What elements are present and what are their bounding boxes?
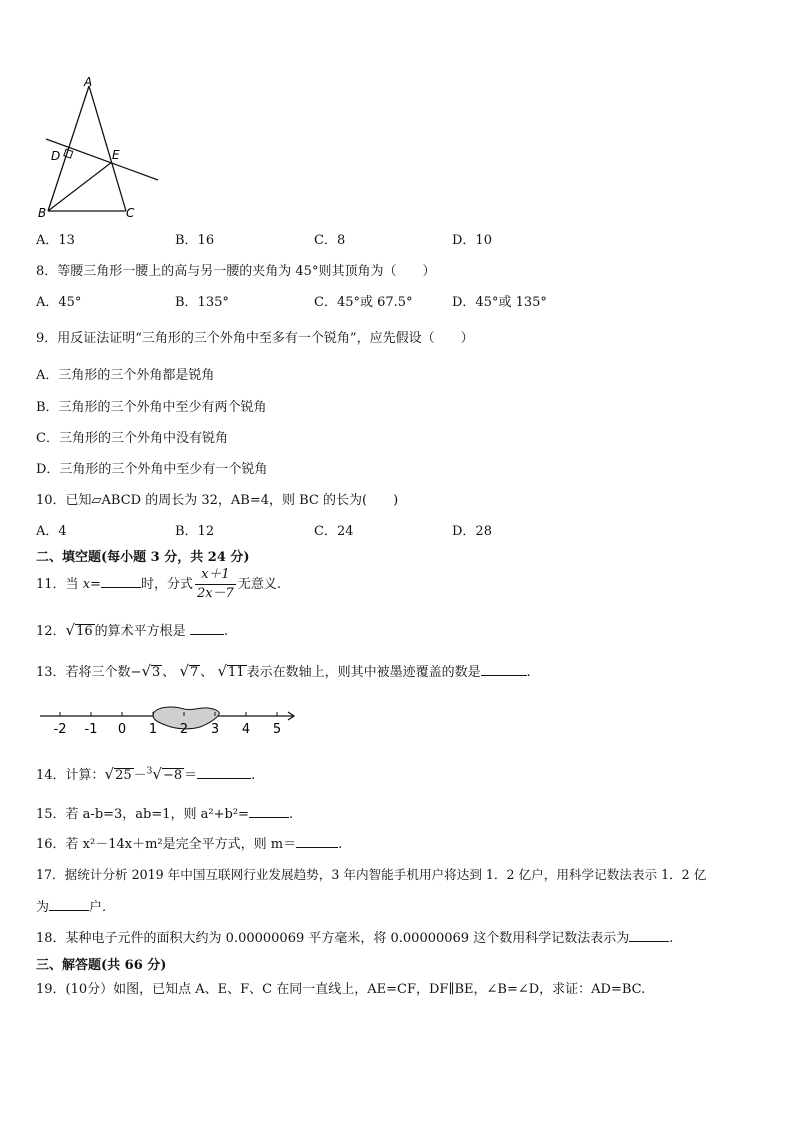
q15-answer-blank[interactable] xyxy=(249,805,289,818)
q14 xyxy=(36,764,255,783)
sqrt-icon: √ xyxy=(65,621,76,639)
tick-label: 2 xyxy=(179,722,189,737)
section-3-heading: 三、解答题(共 66 分) xyxy=(36,958,167,973)
q8-option-c[interactable]: C．45°或 67.5° xyxy=(314,295,413,310)
number-line xyxy=(36,700,306,740)
cbrt-icon: √ xyxy=(152,765,162,783)
q9-option-c[interactable]: C．三角形的三个外角中没有锐角 xyxy=(36,431,228,446)
q11 xyxy=(36,566,281,604)
q13-prefix: 13．若将三个数 xyxy=(36,665,131,680)
q16-text: 16．若 x²－14x＋m²是完全平方式，则 m＝ xyxy=(36,837,297,852)
label-d: D xyxy=(51,149,61,163)
q8-option-a[interactable]: A．45° xyxy=(36,295,82,310)
tick-label: 4 xyxy=(241,722,251,737)
q9-stem: 9．用反证法证明“三角形的三个外角中至多有一个锐角”，应先假设（ ） xyxy=(36,331,474,346)
q18-answer-blank[interactable] xyxy=(629,929,669,942)
q10-option-b[interactable]: B．12 xyxy=(175,524,215,539)
q14-end: . xyxy=(251,768,256,783)
segment-be xyxy=(48,162,112,211)
q13-text: 表示在数轴上，则其中被墨迹覆盖的数是 xyxy=(246,665,481,680)
label-b: B xyxy=(38,206,47,220)
q10-option-c[interactable]: C．24 xyxy=(314,524,354,539)
q11-prefix: 11．当 xyxy=(36,577,83,592)
q17-answer-blank[interactable] xyxy=(49,898,89,911)
sqrt-icon: √ xyxy=(217,662,228,680)
q14-r2: −8 xyxy=(162,768,183,783)
triangle-figure xyxy=(36,76,162,222)
section-2-heading: 二、填空题(每小题 3 分，共 24 分) xyxy=(36,550,250,565)
sqrt-icon: √ xyxy=(104,765,115,783)
q17-line2-post: 户. xyxy=(89,900,107,915)
q15 xyxy=(36,803,293,822)
q14-prefix: 14．计算： xyxy=(36,768,105,783)
q13-n2: 7 xyxy=(190,665,199,680)
q7-option-d[interactable]: D．10 xyxy=(452,233,492,248)
q12-prefix: 12． xyxy=(36,624,66,639)
q14-index: 3 xyxy=(146,766,153,777)
q13-sep1: 、 xyxy=(162,665,176,680)
tick-label: 5 xyxy=(272,722,282,737)
q14-r1: 25 xyxy=(115,768,132,783)
tick-label: -2 xyxy=(53,722,67,737)
q12-text: 的算术平方根是 xyxy=(94,624,186,639)
label-a: A xyxy=(84,76,93,89)
q18-text: 18．某种电子元件的面积大约为 0.00000069 平方毫米，将 0.00000069 这个数用科学记数法表示为 xyxy=(36,931,630,946)
q8-stem: 8．等腰三角形一腰上的高与另一腰的夹角为 45°则其顶角为（ ） xyxy=(36,264,436,279)
q13 xyxy=(36,661,531,680)
q12-answer-blank[interactable] xyxy=(190,622,224,635)
side-ac xyxy=(89,86,126,211)
q14-equals: ＝ xyxy=(184,768,198,783)
q17-line2-pre: 为 xyxy=(36,900,50,915)
q13-answer-blank[interactable] xyxy=(481,663,527,676)
q12-radicand: 16 xyxy=(76,624,93,639)
q14-minus: － xyxy=(133,768,147,783)
q19-stem: 19．(10分）如图，已知点 A、E、F、C 在同一直线上，AE=CF，DF∥BE，∠B=∠D，求证：AD=BC. xyxy=(36,982,646,997)
q13-sep2: 、 xyxy=(200,665,214,680)
minus-sign: − xyxy=(130,665,142,680)
tick-label: -1 xyxy=(84,722,98,737)
tick-label: 1 xyxy=(148,722,158,737)
q12-end: . xyxy=(223,624,228,639)
q11-variable: x xyxy=(82,577,91,592)
q13-end: . xyxy=(526,665,531,680)
q10-option-d[interactable]: D．28 xyxy=(452,524,492,539)
q15-text: 15．若 a-b=3，ab=1，则 a²+b²= xyxy=(36,807,249,822)
q7-option-a[interactable]: A．13 xyxy=(36,233,75,248)
q10-option-a[interactable]: A．4 xyxy=(36,524,67,539)
q12 xyxy=(36,620,228,639)
q10-stem: 10．已知▱ABCD 的周长为 32，AB=4，则 BC 的长为( ) xyxy=(36,493,399,508)
q13-n1: 3 xyxy=(152,665,161,680)
q8-option-d[interactable]: D．45°或 135° xyxy=(452,295,547,310)
q11-denominator: 2x－7 xyxy=(196,586,234,601)
label-c: C xyxy=(126,206,135,220)
q13-n3: 11 xyxy=(228,665,245,680)
q9-option-d[interactable]: D．三角形的三个外角中至少有一个锐角 xyxy=(36,462,268,477)
sqrt-icon: √ xyxy=(141,662,152,680)
q16-answer-blank[interactable] xyxy=(296,835,338,848)
q8-option-b[interactable]: B．135° xyxy=(175,295,229,310)
q16 xyxy=(36,833,342,852)
q11-equals: = xyxy=(90,577,101,592)
q9-option-a[interactable]: A．三角形的三个外角都是锐角 xyxy=(36,368,215,383)
q11-answer-blank[interactable] xyxy=(101,575,141,588)
q9-option-b[interactable]: B．三角形的三个外角中至少有两个锐角 xyxy=(36,400,267,415)
label-e: E xyxy=(112,148,120,162)
tick-label: 3 xyxy=(210,722,220,737)
q11-fraction xyxy=(195,566,236,603)
q17-line2 xyxy=(36,896,106,915)
tick-label: 0 xyxy=(117,722,127,737)
q15-end: . xyxy=(288,807,294,822)
q11-suffix: 无意义. xyxy=(237,577,281,592)
q14-answer-blank[interactable] xyxy=(197,766,251,779)
q18-end: . xyxy=(669,931,674,946)
q7-option-b[interactable]: B．16 xyxy=(175,233,215,248)
q7-option-c[interactable]: C．8 xyxy=(314,233,346,248)
q17-line1: 17．据统计分析 2019 年中国互联网行业发展趋势，3 年内智能手机用户将达到 1．2 亿户，用科学记数法表示 1．2 亿 xyxy=(36,867,707,882)
q16-end: . xyxy=(338,837,343,852)
q11-numerator: x＋1 xyxy=(195,566,236,585)
q11-mid: 时，分式 xyxy=(140,577,193,592)
q18 xyxy=(36,927,673,946)
perpendicular-line-de xyxy=(46,139,158,180)
sqrt-icon: √ xyxy=(179,662,190,680)
